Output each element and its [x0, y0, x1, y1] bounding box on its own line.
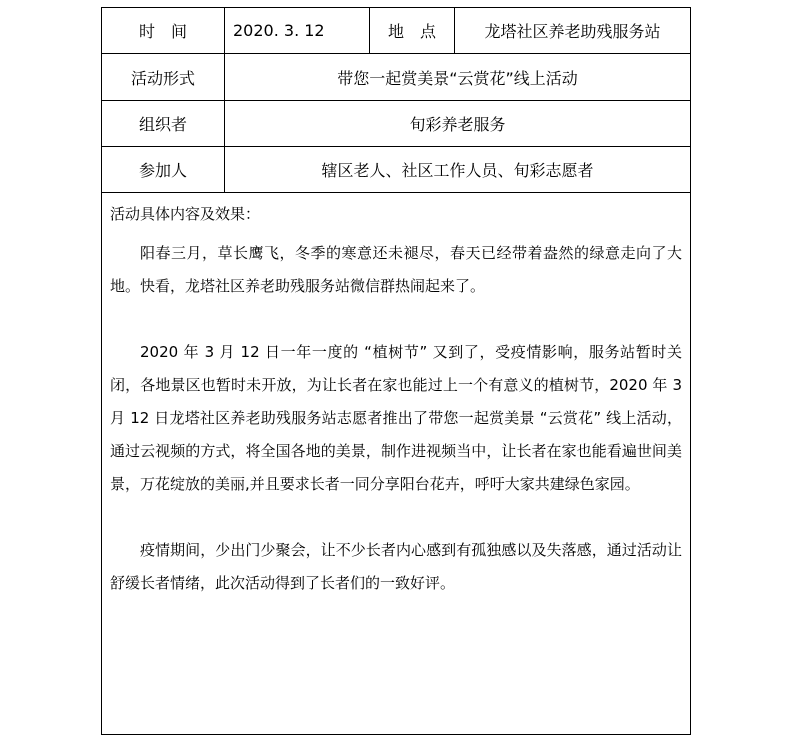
activity-content-section: [102, 193, 690, 734]
row-time-place: [102, 8, 690, 54]
time-value: 2020. 3. 12: [225, 8, 370, 53]
organizer-label: 组织者: [102, 101, 225, 146]
activity-form-label: 活动形式: [102, 54, 225, 100]
row-participants: [102, 147, 690, 193]
content-paragraph-1: 阳春三月，草长鹰飞，冬季的寒意还未褪尽，春天已经带着盎然的绿意走向了大地。快看，龙塔社区养老助残服务站微信群热闹起来了。: [110, 244, 682, 295]
place-value: 龙塔社区养老助残服务站: [484, 22, 661, 41]
participants-value: 辖区老人、社区工作人员、旬彩志愿者: [321, 161, 594, 180]
participants-label: 参加人: [102, 147, 225, 192]
time-label: 时 间: [102, 8, 225, 53]
row-organizer: [102, 101, 690, 147]
content-paragraph-3: 疫情期间，少出门少聚会，让不少长者内心感到有孤独感以及失落感，通过活动让舒缓长者情绪，此次活动得到了长者们的一致好评。: [110, 541, 682, 592]
content-paragraph-2: 2020 年 3 月 12 日一年一度的 “植树节” 又到了，受疫情影响，服务站暂时关闭，各地景区也暂时未开放，为让长者在家也能过上一个有意义的植树节，2020 年 3 月 12 日龙塔社区养老助残服务站志愿者推出了带您一起赏美景 “云赏花” 线上活动，通过云视频的方式，将全国各地的美景，制作进视频当中，让长者在家也能看遍世间美景，万花绽放的美丽,并且要求长者一同分享阳台花卉，呼吁大家共建绿色家园。: [110, 343, 682, 493]
organizer-value: 旬彩养老服务: [409, 115, 506, 134]
place-label: 地 点: [370, 8, 455, 53]
activity-record-table: [101, 7, 691, 735]
activity-form-value: 带您一起赏美景“云赏花”线上活动: [337, 68, 578, 88]
content-heading: 活动具体内容及效果：: [110, 205, 261, 223]
row-activity-form: [102, 54, 690, 101]
